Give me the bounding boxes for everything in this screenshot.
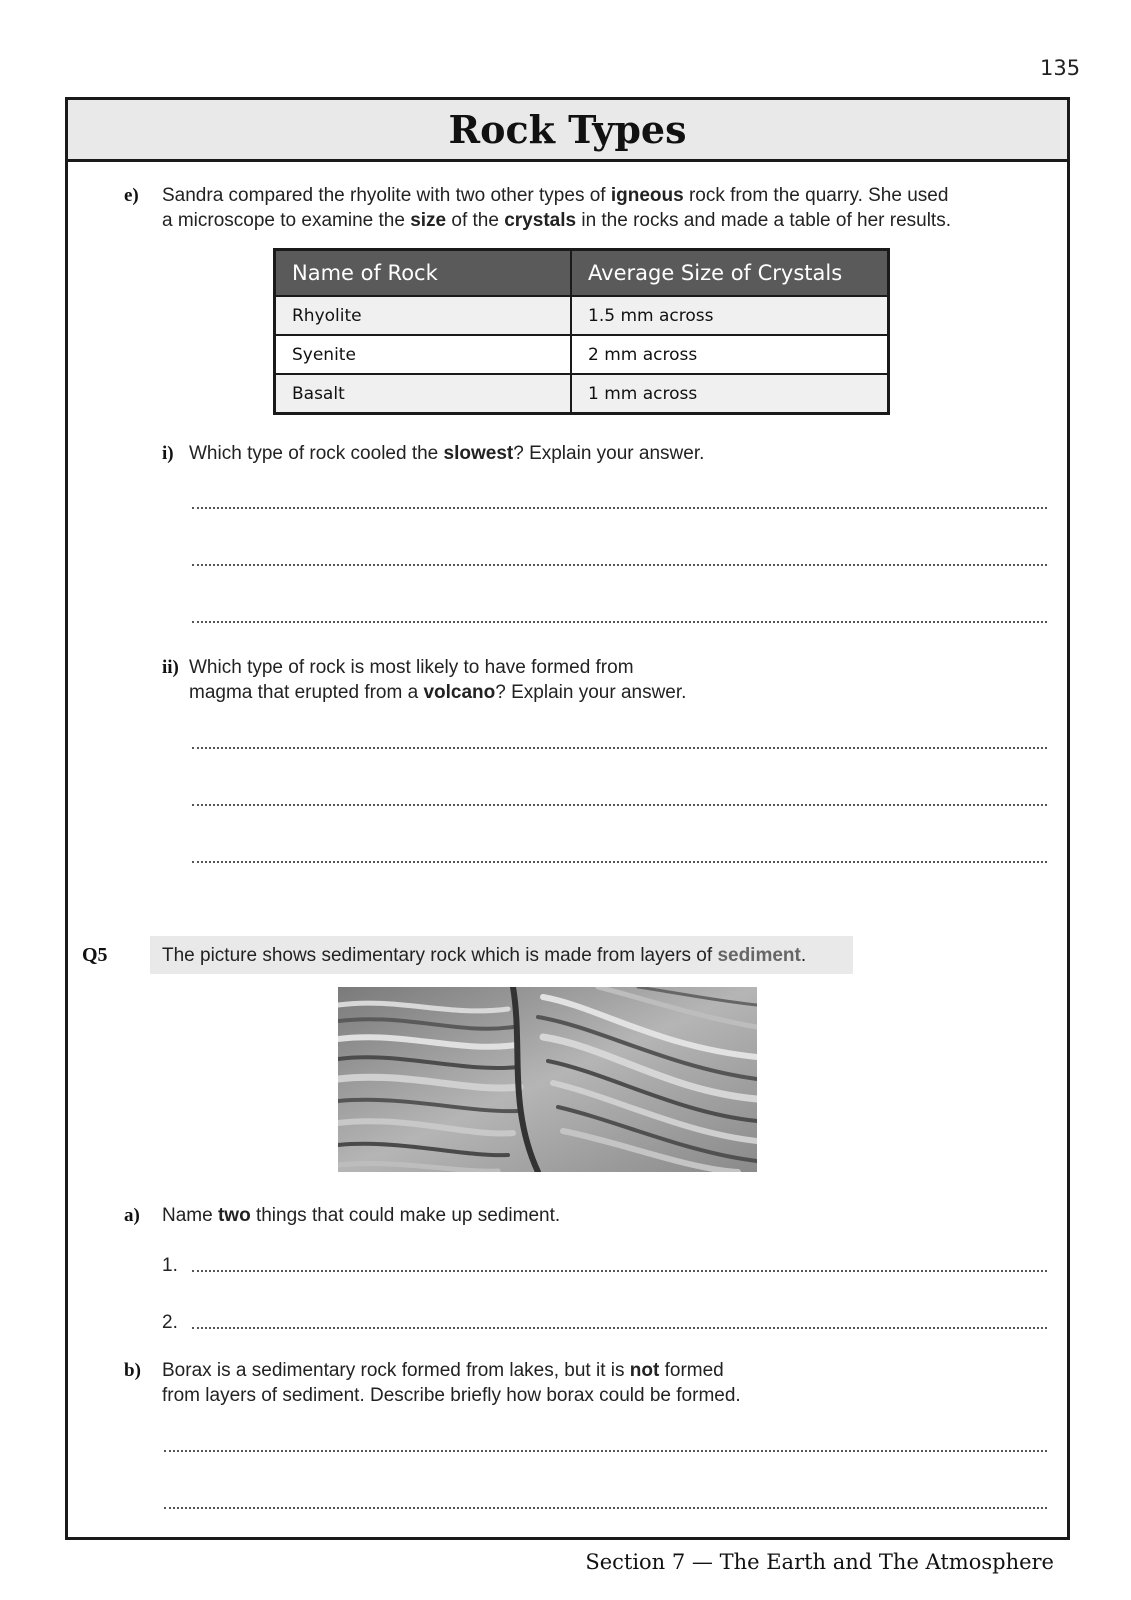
q5-a-item-1-number: 1. [162,1255,178,1276]
q5-a-label: a) [124,1205,140,1226]
part-e-line-2: a microscope to examine the size of the crystals in the rocks and made a table of her results. [162,210,951,231]
table-header-row [275,250,889,297]
answer-line-e-ii-3[interactable] [192,861,1047,863]
rock-name-cell: Rhyolite [275,296,572,335]
title-bar [68,100,1067,162]
part-e-ii-line-1: Which type of rock is most likely to have formed from [189,657,634,678]
q5-intro-text: The picture shows sedimentary rock which is made from layers of sediment. [162,945,807,966]
crystal-size-cell: 1 mm across [571,374,889,414]
sedimentary-rock-photo [338,987,757,1172]
answer-line-e-ii-1[interactable] [192,747,1047,749]
part-e-label: e) [124,185,139,206]
crystal-size-table [273,248,890,415]
answer-line-e-i-1[interactable] [192,507,1047,509]
answer-line-b-2[interactable] [164,1507,1047,1509]
q5-b-label: b) [124,1360,141,1381]
answer-line-a-1[interactable] [192,1270,1047,1272]
table-row [275,296,889,335]
table-header-size: Average Size of Crystals [571,250,889,297]
answer-line-e-i-2[interactable] [192,564,1047,566]
answer-line-b-1[interactable] [164,1450,1047,1452]
q5-b-line-1: Borax is a sedimentary rock formed from lakes, but it is not formed [162,1360,724,1381]
part-e-line-1: Sandra compared the rhyolite with two other types of igneous rock from the quarry. She used [162,185,949,206]
table-row [275,335,889,374]
q5-b-line-2: from layers of sediment. Describe briefly how borax could be formed. [162,1385,741,1406]
rock-name-cell: Basalt [275,374,572,414]
table-header-name: Name of Rock [275,250,572,297]
part-e-i-label: i) [162,443,174,464]
page-number: 135 [1040,56,1081,80]
part-e-i-question: Which type of rock cooled the slowest? Explain your answer. [189,443,705,464]
answer-line-e-ii-2[interactable] [192,804,1047,806]
part-e-ii-line-2: magma that erupted from a volcano? Explain your answer. [189,682,687,703]
crystal-size-cell: 1.5 mm across [571,296,889,335]
answer-line-a-2[interactable] [192,1327,1047,1329]
rock-name-cell: Syenite [275,335,572,374]
crystal-size-cell: 2 mm across [571,335,889,374]
section-footer: Section 7 — The Earth and The Atmosphere [585,1550,1054,1574]
page-title: Rock Types [448,107,687,152]
question-5-label: Q5 [82,944,108,966]
part-e-ii-label: ii) [162,657,179,678]
q5-a-question: Name two things that could make up sediment. [162,1205,561,1226]
answer-line-e-i-3[interactable] [192,621,1047,623]
table-row [275,374,889,414]
q5-a-item-2-number: 2. [162,1312,178,1333]
